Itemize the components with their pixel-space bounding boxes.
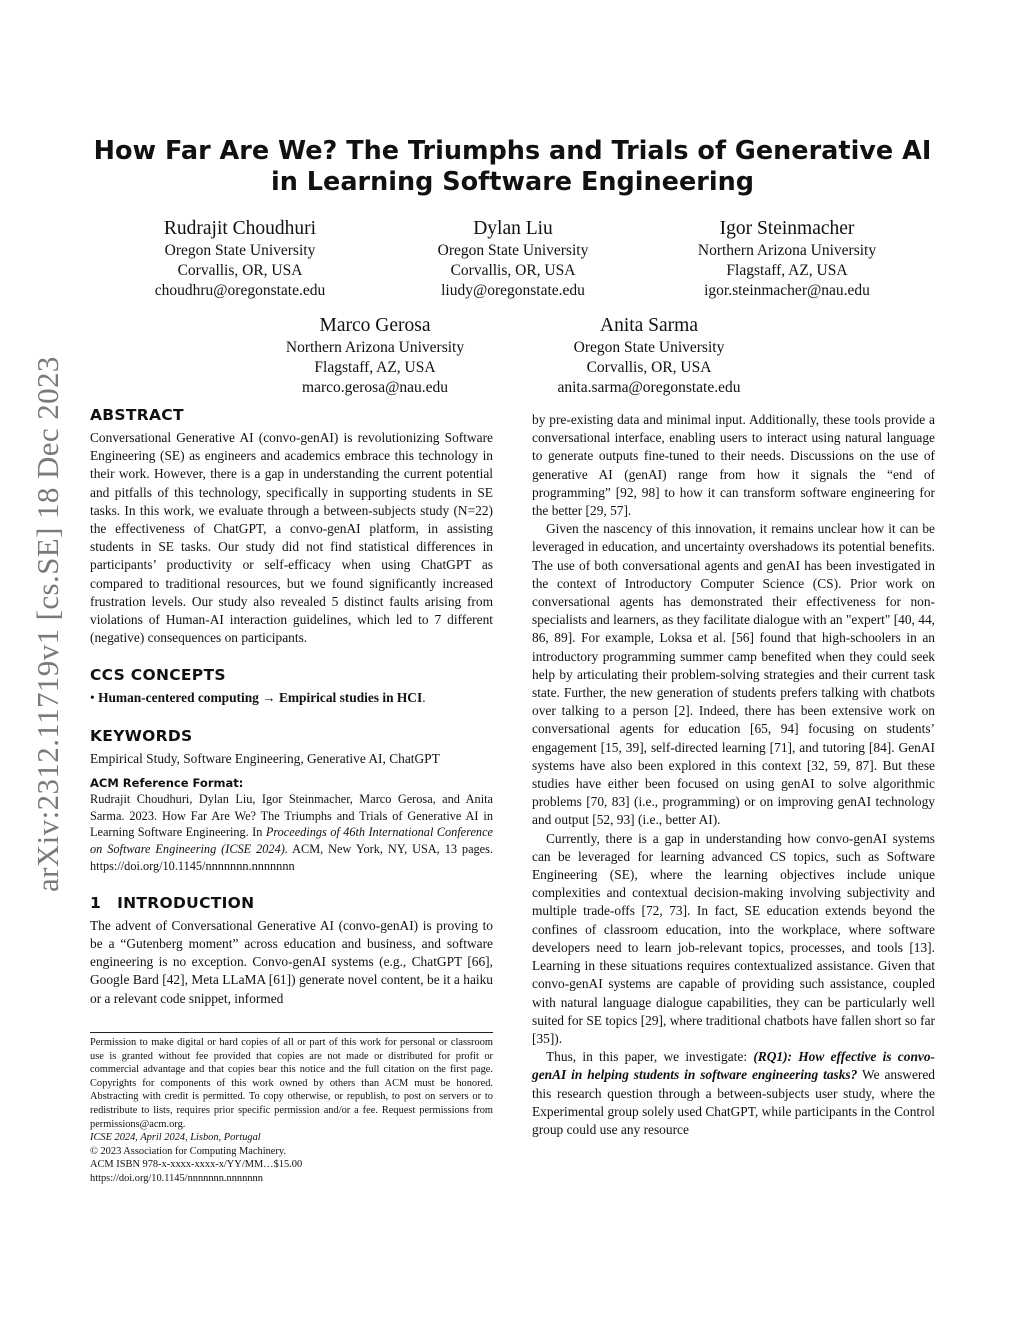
acm-reference-text bbox=[90, 791, 493, 875]
abstract-text: Conversational Generative AI (convo-genAI) is revolutionizing Software Engineering (SE) as engineers and academics embrace this technology in their work. However, there is a gap in understanding the current potential and pitfalls of this technology, specifically in supporting students in SE tasks. In this work, we evaluate through a between-subjects study (N=22) the effectiveness of ChatGPT, a convo-genAI platform, in assisting students in SE tasks. Our study did not find statistical differences in participants’ productivity or self-efficacy when using ChatGPT as compared to traditional resources, but we found significantly increased frustration levels. Our study also revealed 5 distinct faults arising from violations of Human-AI interaction guidelines, which led to 7 different (negative) consequences on participants. bbox=[90, 430, 493, 646]
author-block bbox=[255, 313, 495, 398]
ccs-heading: CCS CONCEPTS bbox=[90, 666, 226, 685]
footnote-divider bbox=[90, 1032, 493, 1033]
research-question-1: (RQ1): How effective is convo-genAI in helping students in software engineering tasks? bbox=[532, 1049, 935, 1083]
ccs-concept-line bbox=[90, 689, 493, 707]
section-number: 1 bbox=[90, 893, 102, 912]
footnote-block bbox=[90, 1036, 493, 1186]
abstract-heading: ABSTRACT bbox=[90, 406, 184, 424]
author-email: igor.steinmacher@nau.edu bbox=[704, 282, 870, 299]
section-title: INTRODUCTION bbox=[117, 893, 255, 912]
intro-paragraph-3: Currently, there is a gap in understanding how convo-genAI systems can be leveraged for learning advanced CS topics, such as Software Engineering (SE), where the learning objectives include unique complexities and contextual decision-making involving subjectivity and multiple trade-offs [72, 73]. In fact, SE education extends beyond the confines of classroom education, into the workplace, where software developers need to learn job-relevant topics, processes, and tools [13]. Learning in these situations requires contextualized assistance. Given that convo-genAI systems are capable of providing such assistance, coupled with natural language dialogue capabilities, they can be particularly well suited for SE topics [29], where traditional chatbots have fallen short so far [35]). bbox=[532, 830, 935, 1046]
conference-line: ICSE 2024, April 2024, Lisbon, Portugal bbox=[90, 1132, 261, 1144]
intro-paragraph-1-continued: by pre-existing data and minimal input. Additionally, these tools provide a conversational interface, enabling users to interact using natural language to generate outputs fine-tuned to their needs. Discussions on the use of generative AI (genAI) range from how it signals the “end of programming” [92, 98] to how it can transform software engineering for the better [29, 57]. bbox=[532, 412, 935, 519]
intro-paragraph-1: The advent of Conversational Generative AI (convo-genAI) is proving to be a “Gutenberg moment” across education and business, and software engineering is no exception. Convo-genAI systems (e.g., ChatGPT [66], Google Bard [42], Meta LLaMA [61]) generate novel content, be it a haiku or a relevant code snippet, informed bbox=[90, 917, 493, 1006]
arxiv-identifier-stamp: arXiv:2312.11719v1 [cs.SE] 18 Dec 2023 bbox=[30, 356, 65, 892]
author-name: Igor Steinmacher bbox=[719, 218, 855, 239]
author-location: Corvallis, OR, USA bbox=[586, 359, 712, 376]
acm-reference-authors: Rudrajit Choudhuri, Dylan Liu, Igor Steinmacher, Marco Gerosa, and Anita Sarma. 2023. How Far Are We? The Triumphs and Trials of Generative AI in Learning Software Engineering. In bbox=[90, 791, 493, 840]
doi-line: https://doi.org/10.1145/nnnnnnn.nnnnnnn bbox=[90, 1172, 263, 1184]
ccs-end: . bbox=[422, 690, 426, 706]
para4-rest: We answered this research question through a between-subjects user study, where the Experimental group solely used ChatGPT, while participants in the Control group could use any resource bbox=[532, 1067, 935, 1137]
author-block bbox=[667, 216, 907, 301]
intro-paragraph-2: Given the nascency of this innovation, it remains unclear how it can be leveraged in education, and uncertainty overshadows its potential benefits. The use of both conversational agents and genAI has been investigated in the context of Introductory Computer Science (CS). Prior work on conversational agents has demonstrated their effectiveness for non-specialists and learners, as they facilitate dialogue with an "expert" [40, 44, 86, 89]. For example, Loksa et al. [56] found that high-schoolers in an introductory programming summer camp benefited when they could seek help by articulating their problem-solving strategies and their current task state. Further, the new generation of students prefers talking with chatbots over talking to a person [2]. Indeed, there has been extensive work on conversational agents for education [65, 94] focusing on students’ engagement [15, 39], self-directed learning [71], and tutoring [84]. GenAI systems have also been explored in this context [32, 59, 87]. But these studies have either been focused on using genAI to solve algorithmic problems [70, 83] (i.e., programming) or on improving genAI technology and output [52, 93] (i.e., better AI). bbox=[532, 521, 935, 828]
author-location: Flagstaff, AZ, USA bbox=[314, 359, 436, 376]
author-block bbox=[529, 313, 769, 398]
right-column bbox=[532, 411, 935, 1139]
author-email: anita.sarma@oregonstate.edu bbox=[557, 379, 741, 396]
author-affiliation: Northern Arizona University bbox=[285, 339, 465, 356]
author-location: Corvallis, OR, USA bbox=[177, 262, 303, 279]
bullet: • bbox=[90, 690, 95, 706]
author-email: liudy@oregonstate.edu bbox=[441, 282, 585, 299]
left-column bbox=[90, 404, 493, 1008]
keywords-text: Empirical Study, Software Engineering, Generative AI, ChatGPT bbox=[90, 750, 440, 766]
author-location: Flagstaff, AZ, USA bbox=[726, 262, 848, 279]
author-affiliation: Oregon State University bbox=[573, 339, 725, 356]
author-name: Rudrajit Choudhuri bbox=[163, 218, 317, 239]
isbn-line: ACM ISBN 978-x-xxxx-xxxx-x/YY/MM…$15.00 bbox=[90, 1159, 303, 1171]
introduction-heading bbox=[90, 892, 493, 914]
para4-lead: Thus, in this paper, we investigate: bbox=[546, 1049, 754, 1065]
author-block bbox=[393, 216, 633, 301]
permission-notice: Permission to make digital or hard copies of all or part of this work for personal or classroom use is granted without fee provided that copies are not made or distributed for profit or commercial advantage and that copies bear this notice and the full citation on the first page. Copyrights for components of this work owned by others than ACM must be honored. Abstracting with credit is permitted. To copy otherwise, or republish, to post on servers or to redistribute to lists, requires prior specific permission and/or a fee. Request permissions from permissions@acm.org. bbox=[90, 1037, 493, 1130]
author-name: Anita Sarma bbox=[599, 315, 698, 336]
author-email: choudhru@oregonstate.edu bbox=[154, 282, 326, 299]
author-affiliation: Oregon State University bbox=[437, 242, 589, 259]
acm-reference-publisher: ACM, New York, NY, USA, 13 pages. https://doi.org/10.1145/nnnnnnn.nnnnnnn bbox=[90, 842, 493, 874]
author-block bbox=[120, 216, 360, 301]
author-name: Dylan Liu bbox=[473, 218, 553, 239]
author-affiliation: Northern Arizona University bbox=[697, 242, 877, 259]
author-name: Marco Gerosa bbox=[319, 315, 431, 336]
acm-reference-heading: ACM Reference Format: bbox=[90, 775, 244, 790]
copyright-line: © 2023 Association for Computing Machinery. bbox=[90, 1145, 286, 1157]
author-location: Corvallis, OR, USA bbox=[450, 262, 576, 279]
intro-paragraph-4 bbox=[532, 1048, 935, 1139]
keywords-heading: KEYWORDS bbox=[90, 726, 193, 745]
author-affiliation: Oregon State University bbox=[164, 242, 316, 259]
paper-title: How Far Are We? The Triumphs and Trials of Generative AI in Learning Software Engineering bbox=[93, 136, 932, 197]
ccs-concept: Human-centered computing → Empirical studies in HCI bbox=[98, 690, 423, 706]
acm-reference-venue: Proceedings of 46th International Conference on Software Engineering (ICSE 2024). bbox=[90, 825, 493, 857]
author-email: marco.gerosa@nau.edu bbox=[302, 379, 448, 396]
